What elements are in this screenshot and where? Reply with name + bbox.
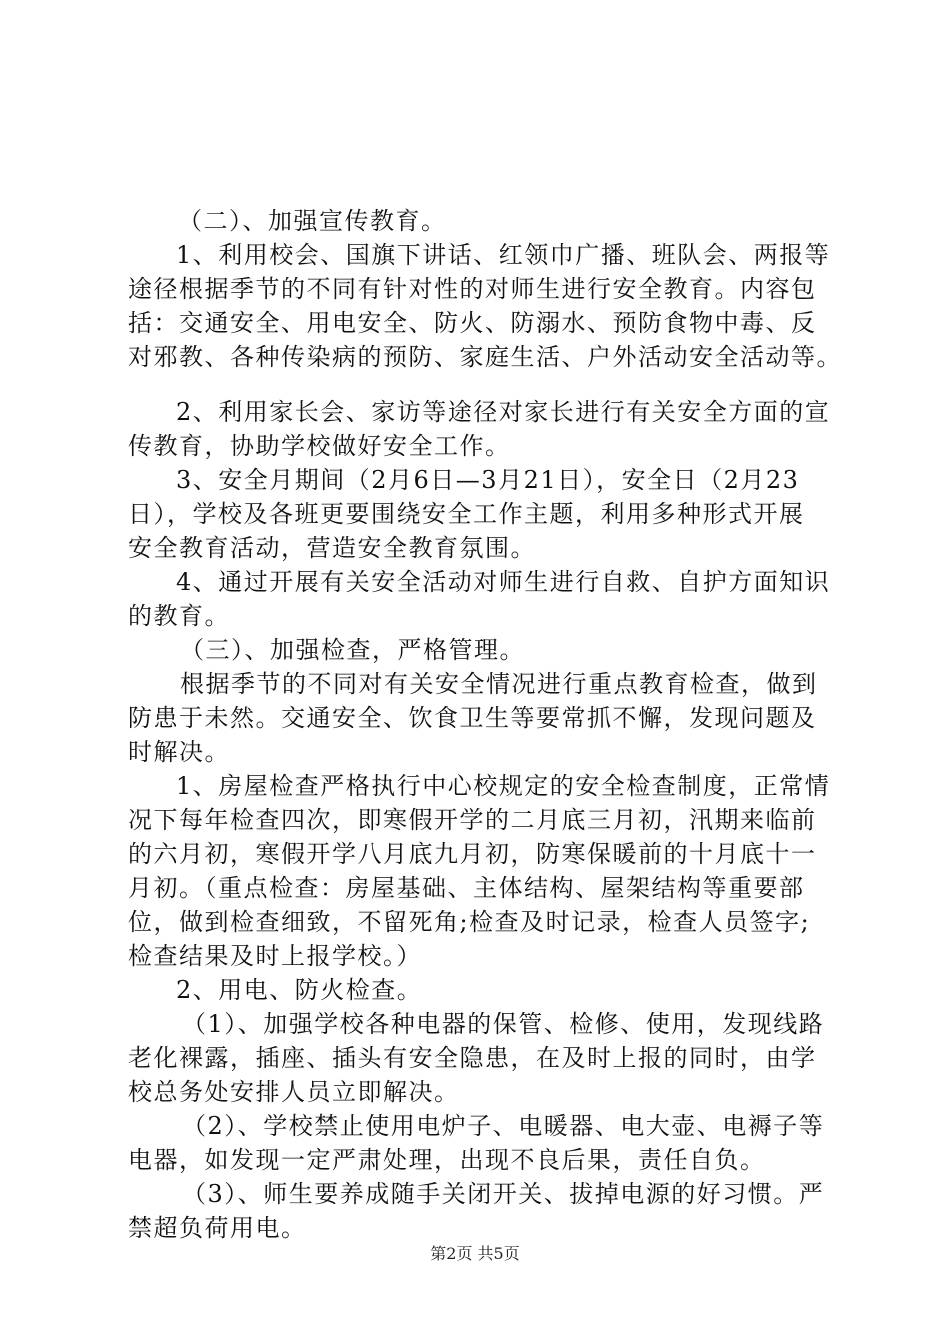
paragraph-line: 安全教育活动，营造安全教育氛围。 <box>128 534 536 562</box>
paragraph-line: 位，做到检查细致，不留死角;检查及时记录，检查人员签字; <box>128 908 811 936</box>
paragraph-line: 的六月初，寒假开学八月底九月初，防寒保暖前的十月底十一 <box>128 840 817 868</box>
paragraph-line: 传教育，协助学校做好安全工作。 <box>128 432 511 460</box>
paragraph-line: 日），学校及各班更要围绕安全工作主题，利用多种形式开展 <box>128 500 805 528</box>
paragraph-line: 3、安全月期间（2月6日—3月21日），安全日（2月23 <box>176 466 800 494</box>
section-heading-publicity: （二）、加强宣传教育。 <box>178 207 447 235</box>
paragraph-line: 老化裸露，插座、插头有安全隐患，在及时上报的同时，由学 <box>128 1044 817 1072</box>
paragraph-line: （1）、加强学校各种电器的保管、检修、使用，发现线路 <box>182 1010 825 1038</box>
paragraph-line: 4、通过开展有关安全活动对师生进行自救、自护方面知识 <box>176 568 831 596</box>
paragraph-line: 月初。（重点检查：房屋基础、主体结构、屋架结构等重要部 <box>128 874 805 902</box>
section-heading-inspection: （三）、加强检查，严格管理。 <box>180 636 525 664</box>
paragraph-line: 根据季节的不同对有关安全情况进行重点教育检查，做到 <box>180 670 818 698</box>
paragraph-line: 2、利用家长会、家访等途径对家长进行有关安全方面的宣 <box>176 398 831 426</box>
paragraph-line: 途径根据季节的不同有针对性的对师生进行安全教育。内容包 <box>128 275 817 303</box>
paragraph-line: 电器，如发现一定严肃处理，出现不良后果，责任自负。 <box>128 1146 766 1174</box>
paragraph-line: （3）、师生要养成随手关闭开关、拔掉电源的好习惯。严 <box>182 1180 825 1208</box>
paragraph-line: 时解决。 <box>128 738 230 766</box>
paragraph-line: 1、房屋检查严格执行中心校规定的安全检查制度，正常情 <box>176 772 831 800</box>
paragraph-line: 禁超负荷用电。 <box>128 1214 307 1242</box>
paragraph-line: 防患于未然。交通安全、饮食卫生等要常抓不懈，发现问题及 <box>128 704 817 732</box>
paragraph-line: 况下每年检查四次，即寒假开学的二月底三月初，汛期来临前 <box>128 806 817 834</box>
paragraph-line: 1、利用校会、国旗下讲话、红领巾广播、班队会、两报等 <box>176 241 831 269</box>
paragraph-line: 括：交通安全、用电安全、防火、防溺水、预防食物中毒、反 <box>128 309 817 337</box>
page-footer: 第2页 共5页 <box>430 1244 520 1263</box>
paragraph-line: 校总务处安排人员立即解决。 <box>128 1078 460 1106</box>
paragraph-line: （2）、学校禁止使用电炉子、电暖器、电大壶、电褥子等 <box>182 1112 825 1140</box>
paragraph-line: 对邪教、各种传染病的预防、家庭生活、户外活动安全活动等。 <box>128 343 842 371</box>
paragraph-line: 检查结果及时上报学校。） <box>128 942 422 970</box>
paragraph-line: 2、用电、防火检查。 <box>176 976 423 1004</box>
paragraph-line: 的教育。 <box>128 602 230 630</box>
